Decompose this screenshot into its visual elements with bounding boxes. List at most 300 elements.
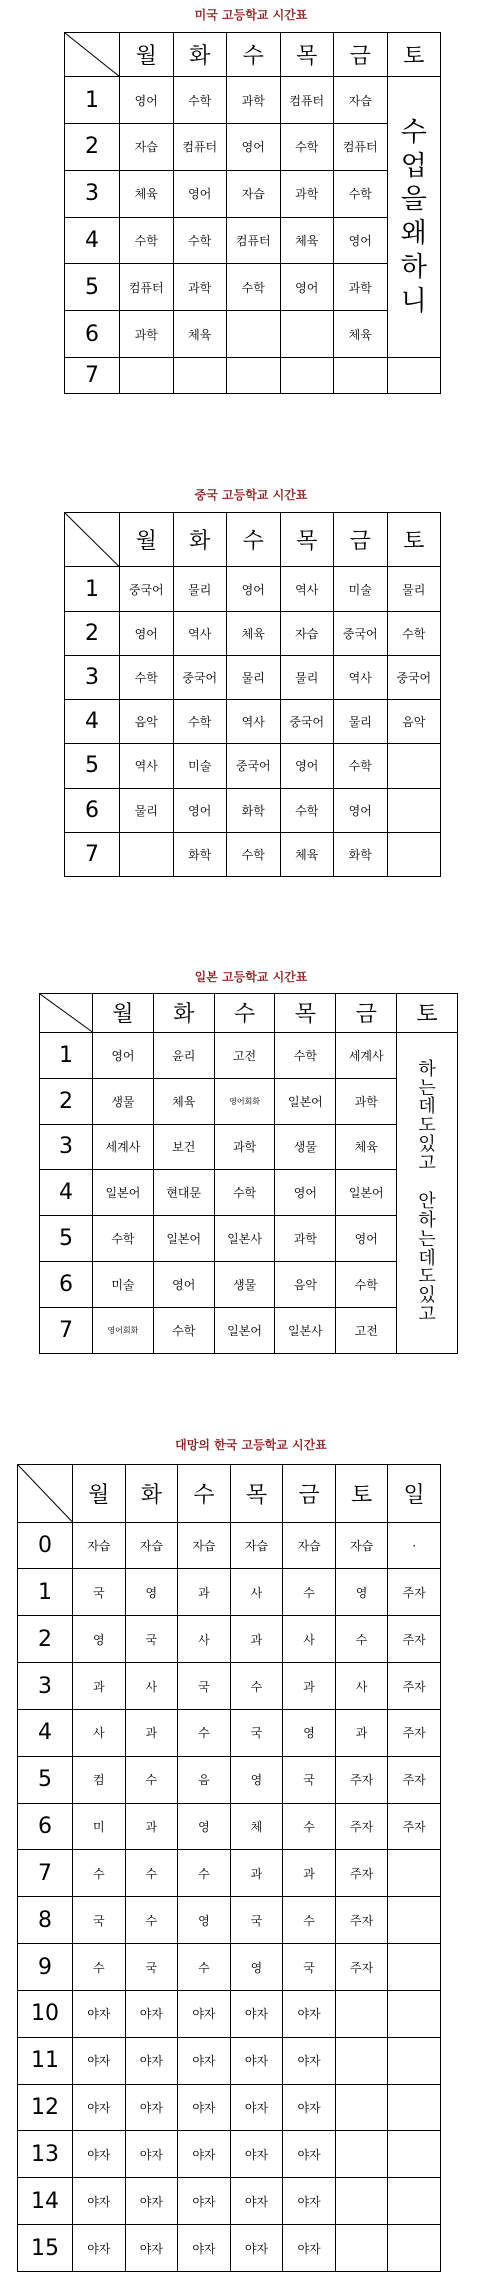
subject-cell: 영 (178, 1897, 231, 1944)
subject-cell: 영어 (227, 567, 281, 611)
period-row (65, 788, 441, 832)
section-title-japan: 일본 고등학교 시간표 (194, 970, 308, 984)
subject-cell: 영 (178, 1803, 231, 1850)
subject-cell: 음 (178, 1756, 231, 1803)
subject-cell: 수학 (280, 123, 334, 170)
subject-cell (388, 2225, 441, 2272)
subject-cell: 영 (283, 1709, 336, 1756)
period-number: 3 (65, 170, 120, 217)
note-char: 데 (418, 1096, 436, 1118)
timetable-usa (64, 32, 441, 394)
period-row (65, 77, 441, 124)
subject-cell: 야자 (178, 2178, 231, 2225)
saturday-note (397, 1032, 458, 1353)
period-number: 1 (18, 1569, 73, 1616)
subject-cell: 자습 (73, 1522, 126, 1569)
subject-cell: 영어 (173, 788, 227, 832)
subject-cell (280, 358, 334, 394)
subject-cell: 영어 (334, 217, 388, 264)
period-number: 3 (18, 1663, 73, 1710)
subject-cell: 국 (125, 1616, 178, 1663)
subject-cell: 수학 (387, 611, 441, 655)
day-header: 금 (336, 994, 397, 1033)
subject-cell: 야자 (230, 2225, 283, 2272)
subject-cell: 미 (73, 1803, 126, 1850)
subject-cell: 물리 (280, 655, 334, 699)
period-number: 4 (40, 1170, 93, 1216)
corner-cell (65, 513, 120, 567)
note-char: 있 (418, 1285, 436, 1307)
period-row (65, 744, 441, 788)
period-row (18, 1663, 441, 1710)
subject-cell (120, 832, 174, 876)
period-number: 0 (18, 1522, 73, 1569)
period-number: 6 (18, 1803, 73, 1850)
subject-cell: 주자 (388, 1803, 441, 1850)
period-row (18, 2037, 441, 2084)
header-row (18, 1465, 441, 1523)
subject-cell: 국 (73, 1569, 126, 1616)
subject-cell: 컴 (73, 1756, 126, 1803)
period-number: 2 (65, 611, 120, 655)
note-char: 는 (418, 1077, 436, 1099)
subject-cell: 야자 (73, 2178, 126, 2225)
day-header: 월 (93, 994, 154, 1033)
day-header: 화 (173, 33, 227, 77)
day-header: 목 (280, 33, 334, 77)
subject-cell: 수학 (275, 1032, 336, 1078)
subject-cell (387, 744, 441, 788)
subject-cell: 중국어 (173, 655, 227, 699)
subject-cell: · (388, 1522, 441, 1569)
corner-cell (18, 1465, 73, 1523)
subject-cell: 국 (230, 1897, 283, 1944)
subject-cell: 화학 (334, 832, 388, 876)
subject-cell: 야자 (125, 2037, 178, 2084)
subject-cell: 과 (283, 1850, 336, 1897)
note-char: 업 (400, 150, 427, 182)
subject-cell: 야자 (125, 2178, 178, 2225)
subject-cell: 주자 (335, 1944, 388, 1991)
subject-cell: 수 (125, 1756, 178, 1803)
period-number: 2 (18, 1616, 73, 1663)
subject-cell: 물리 (334, 700, 388, 744)
subject-cell: 영어 (153, 1262, 214, 1308)
period-number: 12 (18, 2084, 73, 2131)
subject-cell: 주자 (388, 1709, 441, 1756)
note-char: 있 (418, 1134, 436, 1156)
subject-cell: 일본어 (275, 1078, 336, 1124)
subject-cell: 야자 (178, 2084, 231, 2131)
subject-cell (335, 2225, 388, 2272)
subject-cell: 국 (178, 1663, 231, 1710)
period-number: 2 (40, 1078, 93, 1124)
day-header: 목 (275, 994, 336, 1033)
period-number: 4 (65, 700, 120, 744)
note-char: 도 (418, 1115, 436, 1137)
note-char: 데 (418, 1247, 436, 1269)
day-header: 월 (120, 513, 174, 567)
day-header: 수 (227, 33, 281, 77)
subject-cell: 일본어 (93, 1170, 154, 1216)
subject-cell: 영어 (173, 170, 227, 217)
day-header: 금 (334, 513, 388, 567)
subject-cell: 수 (283, 1803, 336, 1850)
subject-cell: 영어 (275, 1170, 336, 1216)
note-char: 니 (400, 285, 427, 317)
subject-cell: 미술 (173, 744, 227, 788)
saturday-note (387, 77, 441, 358)
period-row (40, 1216, 458, 1262)
period-number: 5 (65, 264, 120, 311)
subject-cell: 중국어 (387, 655, 441, 699)
day-header: 토 (335, 1465, 388, 1523)
subject-cell: 컴퓨터 (227, 217, 281, 264)
subject-cell: 국 (230, 1709, 283, 1756)
subject-cell: 국 (73, 1897, 126, 1944)
subject-cell: 과 (230, 1616, 283, 1663)
subject-cell: 과 (178, 1569, 231, 1616)
subject-cell: 수학 (153, 1308, 214, 1354)
subject-cell: 수학 (227, 264, 281, 311)
subject-cell: 과학 (275, 1216, 336, 1262)
period-number: 7 (18, 1850, 73, 1897)
period-row (65, 170, 441, 217)
period-number: 13 (18, 2131, 73, 2178)
subject-cell: 체육 (227, 611, 281, 655)
subject-cell: 과학 (227, 77, 281, 124)
period-number: 8 (18, 1897, 73, 1944)
subject-cell: 영어 (280, 264, 334, 311)
subject-cell: 주자 (335, 1850, 388, 1897)
note-char: 하 (418, 1209, 436, 1231)
period-number: 2 (65, 123, 120, 170)
note-char: 고 (418, 1153, 436, 1175)
period-number: 4 (18, 1709, 73, 1756)
day-header: 금 (334, 33, 388, 77)
note-char: 안 (418, 1190, 436, 1212)
subject-cell: 야자 (73, 2037, 126, 2084)
subject-cell: 일본사 (214, 1216, 275, 1262)
subject-cell: 일본어 (153, 1216, 214, 1262)
subject-cell: 영 (230, 1944, 283, 1991)
subject-cell: 수학 (334, 170, 388, 217)
period-row (18, 1944, 441, 1991)
subject-cell: 야자 (73, 1990, 126, 2037)
subject-cell: 체육 (280, 832, 334, 876)
period-number: 5 (40, 1216, 93, 1262)
subject-cell: 주자 (335, 1756, 388, 1803)
header-row (40, 994, 458, 1033)
subject-cell: 영어 (227, 123, 281, 170)
subject-cell: 수학 (120, 655, 174, 699)
subject-cell: 사 (283, 1616, 336, 1663)
period-row (65, 832, 441, 876)
period-row (18, 2178, 441, 2225)
period-row (65, 311, 441, 358)
subject-cell: 야자 (283, 1990, 336, 2037)
subject-cell: 과학 (120, 311, 174, 358)
subject-cell: 컴퓨터 (280, 77, 334, 124)
period-number: 10 (18, 1990, 73, 2037)
timetable-japan (39, 993, 458, 1354)
subject-cell: 물리 (120, 788, 174, 832)
subject-cell: 자습 (178, 1522, 231, 1569)
subject-cell: 음악 (120, 700, 174, 744)
subject-cell: 수 (283, 1569, 336, 1616)
subject-cell: 영 (230, 1756, 283, 1803)
subject-cell: 중국어 (334, 611, 388, 655)
subject-cell: 국 (283, 1944, 336, 1991)
note-char: 는 (418, 1228, 436, 1250)
day-header: 토 (397, 994, 458, 1033)
period-row (40, 1124, 458, 1170)
subject-cell: 자습 (334, 77, 388, 124)
subject-cell: 생물 (214, 1262, 275, 1308)
subject-cell: 주자 (388, 1616, 441, 1663)
period-row (18, 2225, 441, 2272)
subject-cell: 일본어 (336, 1170, 397, 1216)
subject-cell: 야자 (230, 2084, 283, 2131)
note-char: 도 (418, 1266, 436, 1288)
subject-cell: 영어 (336, 1216, 397, 1262)
subject-cell: 야자 (178, 2131, 231, 2178)
day-header: 목 (280, 513, 334, 567)
subject-cell: 주자 (388, 1663, 441, 1710)
note-char: 하 (418, 1058, 436, 1080)
subject-cell: 야자 (73, 2131, 126, 2178)
subject-cell: 수 (178, 1709, 231, 1756)
subject-cell: 수학 (93, 1216, 154, 1262)
subject-cell: 야자 (230, 2131, 283, 2178)
subject-cell: 컴퓨터 (334, 123, 388, 170)
subject-cell: 수학 (173, 700, 227, 744)
subject-cell (388, 2037, 441, 2084)
subject-cell: 과 (283, 1663, 336, 1710)
period-row (18, 2084, 441, 2131)
subject-cell: 미술 (93, 1262, 154, 1308)
subject-cell: 자습 (120, 123, 174, 170)
subject-cell: 야자 (230, 2178, 283, 2225)
header-row (65, 513, 441, 567)
period-number: 11 (18, 2037, 73, 2084)
subject-cell: 수학 (227, 832, 281, 876)
subject-cell: 자습 (335, 1522, 388, 1569)
period-row (40, 1032, 458, 1078)
subject-cell: 사 (73, 1709, 126, 1756)
subject-cell: 과학 (214, 1124, 275, 1170)
subject-cell (227, 311, 281, 358)
section-title-china: 중국 고등학교 시간표 (194, 488, 308, 502)
subject-cell: 세계사 (336, 1032, 397, 1078)
subject-cell: 사 (335, 1663, 388, 1710)
subject-cell: 자습 (283, 1522, 336, 1569)
subject-cell: 고전 (336, 1308, 397, 1354)
subject-cell: 생물 (93, 1078, 154, 1124)
subject-cell (335, 2037, 388, 2084)
subject-cell: 영 (335, 1569, 388, 1616)
period-row (65, 264, 441, 311)
subject-cell: 물리 (387, 567, 441, 611)
period-number: 7 (65, 832, 120, 876)
subject-cell: 야자 (73, 2084, 126, 2131)
subject-cell (335, 2131, 388, 2178)
subject-cell: 수 (73, 1850, 126, 1897)
day-header: 일 (388, 1465, 441, 1523)
subject-cell: 세계사 (93, 1124, 154, 1170)
period-number: 15 (18, 2225, 73, 2272)
subject-cell (335, 2178, 388, 2225)
subject-cell (387, 832, 441, 876)
period-number: 5 (18, 1756, 73, 1803)
subject-cell: 야자 (230, 1990, 283, 2037)
subject-cell: 과학 (280, 170, 334, 217)
section-title-usa: 미국 고등학교 시간표 (194, 8, 308, 22)
diagonal-line (18, 1465, 72, 1522)
header-row (65, 33, 441, 77)
subject-cell: 수 (178, 1944, 231, 1991)
subject-cell: 주자 (335, 1897, 388, 1944)
subject-cell: 일본사 (275, 1308, 336, 1354)
subject-cell: 생물 (275, 1124, 336, 1170)
subject-cell: 야자 (73, 2225, 126, 2272)
period-number: 6 (65, 788, 120, 832)
corner-cell (65, 33, 120, 77)
subject-cell (335, 1990, 388, 2037)
subject-cell: 수 (125, 1897, 178, 1944)
subject-cell: 체육 (173, 311, 227, 358)
period-row (40, 1308, 458, 1354)
day-header: 화 (153, 994, 214, 1033)
subject-cell: 영어회화 (214, 1078, 275, 1124)
subject-cell: 수학 (334, 744, 388, 788)
subject-cell: 체육 (336, 1124, 397, 1170)
note-char: 수 (400, 116, 427, 148)
day-header: 수 (227, 513, 281, 567)
subject-cell: 일본어 (214, 1308, 275, 1354)
subject-cell: 화학 (227, 788, 281, 832)
subject-cell (388, 1850, 441, 1897)
period-number: 7 (40, 1308, 93, 1354)
subject-cell: 야자 (283, 2037, 336, 2084)
subject-cell: 체육 (280, 217, 334, 264)
subject-cell: 과 (73, 1663, 126, 1710)
subject-cell (388, 2178, 441, 2225)
day-header: 토 (387, 513, 441, 567)
note-char: 왜 (400, 218, 427, 250)
subject-cell: 야자 (178, 2037, 231, 2084)
subject-cell: 과 (125, 1709, 178, 1756)
period-row (18, 1616, 441, 1663)
subject-cell (280, 311, 334, 358)
subject-cell: 중국어 (227, 744, 281, 788)
period-row (40, 1078, 458, 1124)
corner-cell (40, 994, 93, 1033)
subject-cell: 영어 (93, 1032, 154, 1078)
subject-cell (335, 2084, 388, 2131)
period-row (65, 567, 441, 611)
diagonal-line (65, 513, 119, 566)
period-row (18, 1803, 441, 1850)
subject-cell: 수 (335, 1616, 388, 1663)
day-header: 금 (283, 1465, 336, 1523)
subject-cell: 수학 (280, 788, 334, 832)
subject-cell: 주자 (388, 1569, 441, 1616)
period-row (18, 2131, 441, 2178)
subject-cell: 영어 (334, 788, 388, 832)
subject-cell: 자습 (125, 1522, 178, 1569)
period-number: 3 (65, 655, 120, 699)
period-row (18, 1897, 441, 1944)
period-row (40, 1170, 458, 1216)
period-row (18, 1709, 441, 1756)
period-number: 5 (65, 744, 120, 788)
period-row (18, 1756, 441, 1803)
subject-cell (227, 358, 281, 394)
subject-cell (388, 1944, 441, 1991)
subject-cell: 과 (125, 1803, 178, 1850)
subject-cell (334, 358, 388, 394)
subject-cell: 역사 (120, 744, 174, 788)
day-header: 토 (387, 33, 441, 77)
period-number: 1 (40, 1032, 93, 1078)
period-row (65, 123, 441, 170)
subject-cell: 고전 (214, 1032, 275, 1078)
period-number: 6 (65, 311, 120, 358)
diagonal-line (65, 33, 119, 76)
subject-cell (388, 2131, 441, 2178)
subject-cell: 국 (125, 1944, 178, 1991)
period-number: 6 (40, 1262, 93, 1308)
day-header: 화 (125, 1465, 178, 1523)
subject-cell: 영어 (280, 744, 334, 788)
subject-cell: 자습 (280, 611, 334, 655)
subject-cell: 중국어 (120, 567, 174, 611)
period-row (18, 1850, 441, 1897)
period-row (18, 1522, 441, 1569)
period-number: 14 (18, 2178, 73, 2225)
subject-cell: 과학 (336, 1078, 397, 1124)
subject-cell: 물리 (227, 655, 281, 699)
subject-cell: 수 (178, 1850, 231, 1897)
subject-cell: 현대문 (153, 1170, 214, 1216)
subject-cell: 야자 (125, 2225, 178, 2272)
timetable-korea (17, 1464, 441, 2272)
subject-cell: 야자 (283, 2225, 336, 2272)
subject-cell: 야자 (125, 2084, 178, 2131)
subject-cell: 음악 (387, 700, 441, 744)
period-number: 9 (18, 1944, 73, 1991)
day-header: 월 (120, 33, 174, 77)
subject-cell: 윤리 (153, 1032, 214, 1078)
subject-cell (388, 2084, 441, 2131)
subject-cell: 과학 (334, 264, 388, 311)
subject-cell: 화학 (173, 832, 227, 876)
subject-cell: 수학 (173, 217, 227, 264)
period-row (18, 1569, 441, 1616)
period-number: 3 (40, 1124, 93, 1170)
subject-cell (388, 1990, 441, 2037)
subject-cell: 영어회화 (93, 1308, 154, 1354)
subject-cell (387, 788, 441, 832)
day-header: 월 (73, 1465, 126, 1523)
subject-cell: 보건 (153, 1124, 214, 1170)
period-row (65, 611, 441, 655)
period-row (65, 217, 441, 264)
subject-cell: 영어 (120, 77, 174, 124)
subject-cell: 국 (283, 1756, 336, 1803)
subject-cell: 물리 (173, 567, 227, 611)
